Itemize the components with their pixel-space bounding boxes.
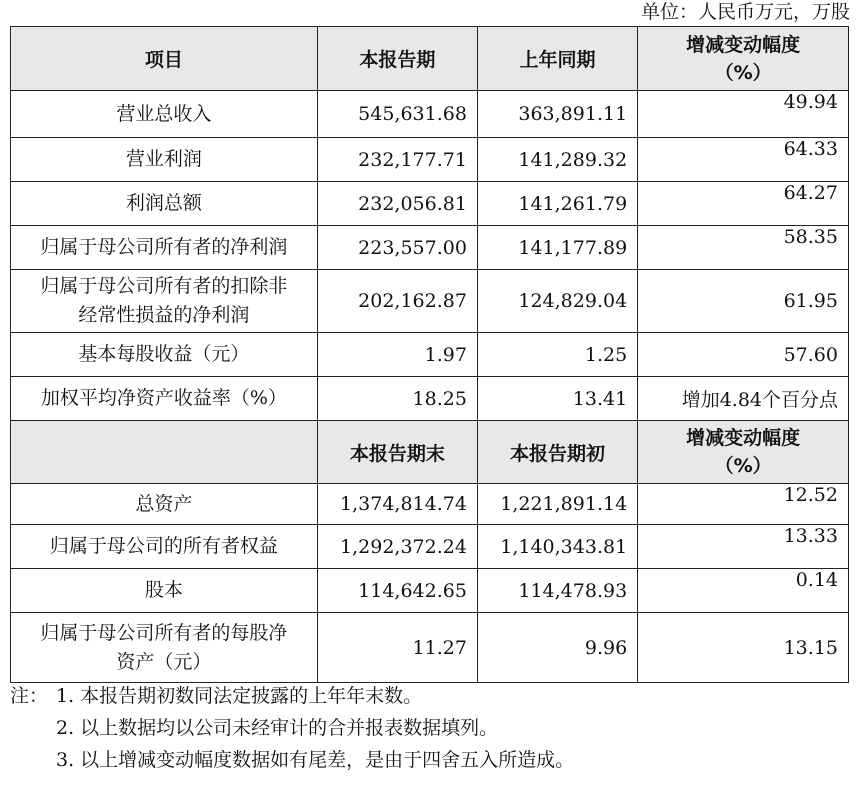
row-current: 232,056.81 bbox=[317, 182, 477, 226]
row-change: 13.33 bbox=[638, 525, 849, 569]
row-prior: 141,177.89 bbox=[477, 226, 637, 270]
header-change-line1: 增减变动幅度 bbox=[686, 427, 801, 449]
header-current-period: 本报告期 bbox=[317, 27, 477, 91]
row-item: 营业利润 bbox=[11, 138, 318, 182]
row-item-line2: 资产（元） bbox=[116, 650, 212, 673]
row-end: 1,292,372.24 bbox=[317, 525, 477, 569]
note-2 bbox=[10, 712, 574, 744]
row-item: 基本每股收益（元） bbox=[11, 333, 318, 377]
row-end: 114,642.65 bbox=[317, 569, 477, 613]
header-prior-period: 上年同期 bbox=[477, 27, 637, 91]
row-change: 58.35 bbox=[638, 226, 849, 270]
header-item-blank bbox=[11, 421, 318, 484]
table-row bbox=[11, 484, 849, 525]
header-change-line1: 增减变动幅度 bbox=[686, 33, 801, 56]
row-begin: 9.96 bbox=[477, 613, 637, 683]
header-row-1 bbox=[11, 27, 849, 91]
row-item: 归属于母公司所有者的净利润 bbox=[11, 226, 318, 270]
row-prior: 13.41 bbox=[477, 377, 637, 421]
row-change: 12.52 bbox=[638, 484, 849, 525]
header-period-begin: 本报告期初 bbox=[477, 421, 637, 484]
row-change: 增加4.84个百分点 bbox=[638, 377, 849, 421]
table-row bbox=[11, 333, 849, 377]
row-end: 1,374,814.74 bbox=[317, 484, 477, 525]
table-row bbox=[11, 525, 849, 569]
row-begin: 1,221,891.14 bbox=[477, 484, 637, 525]
table-row bbox=[11, 138, 849, 182]
row-change: 49.94 bbox=[638, 91, 849, 138]
table-row bbox=[11, 569, 849, 613]
row-begin: 1,140,343.81 bbox=[477, 525, 637, 569]
row-begin: 114,478.93 bbox=[477, 569, 637, 613]
row-item: 加权平均净资产收益率（%） bbox=[11, 377, 318, 421]
row-prior: 141,261.79 bbox=[477, 182, 637, 226]
row-current: 202,162.87 bbox=[317, 270, 477, 333]
row-current: 232,177.71 bbox=[317, 138, 477, 182]
row-change: 0.14 bbox=[638, 569, 849, 613]
table-row bbox=[11, 613, 849, 683]
header-row-2 bbox=[11, 421, 849, 484]
row-current: 545,631.68 bbox=[317, 91, 477, 138]
row-item: 营业总收入 bbox=[11, 91, 318, 138]
row-prior: 1.25 bbox=[477, 333, 637, 377]
header-item: 项目 bbox=[11, 27, 318, 91]
row-prior: 124,829.04 bbox=[477, 270, 637, 333]
row-item: 总资产 bbox=[11, 484, 318, 525]
note-text: 3. 以上增减变动幅度数据如有尾差，是由于四舍五入所造成。 bbox=[56, 749, 575, 771]
note-text: 2. 以上数据均以公司未经审计的合并报表数据填列。 bbox=[56, 717, 499, 739]
header-change-line2: （%） bbox=[714, 455, 772, 477]
row-item: 利润总额 bbox=[11, 182, 318, 226]
note-label: 注： bbox=[10, 685, 49, 707]
footnotes bbox=[10, 680, 574, 776]
row-item bbox=[11, 613, 318, 683]
note-text: 1. 本报告期初数同法定披露的上年年末数。 bbox=[56, 685, 423, 707]
row-item bbox=[11, 270, 318, 333]
row-end: 11.27 bbox=[317, 613, 477, 683]
table-row bbox=[11, 377, 849, 421]
row-item: 归属于母公司的所有者权益 bbox=[11, 525, 318, 569]
row-item-line2: 经常性损益的净利润 bbox=[78, 304, 250, 326]
table-row bbox=[11, 270, 849, 333]
table-row bbox=[11, 182, 849, 226]
unit-label: 单位：人民币万元，万股 bbox=[640, 1, 850, 23]
row-change: 13.15 bbox=[638, 613, 849, 683]
row-item-line1: 归属于母公司所有者的每股净 bbox=[40, 621, 288, 644]
row-change: 64.33 bbox=[638, 138, 849, 182]
row-change: 64.27 bbox=[638, 182, 849, 226]
table-row bbox=[11, 226, 849, 270]
note-1 bbox=[10, 680, 574, 712]
row-item-line1: 归属于母公司所有者的扣除非 bbox=[40, 275, 288, 297]
row-prior: 141,289.32 bbox=[477, 138, 637, 182]
row-current: 223,557.00 bbox=[317, 226, 477, 270]
row-prior: 363,891.11 bbox=[477, 91, 637, 138]
header-change-2 bbox=[638, 421, 849, 484]
note-3 bbox=[10, 744, 574, 776]
header-change bbox=[638, 27, 849, 91]
header-period-end: 本报告期末 bbox=[317, 421, 477, 484]
table-row bbox=[11, 91, 849, 138]
row-current: 1.97 bbox=[317, 333, 477, 377]
row-change: 57.60 bbox=[638, 333, 849, 377]
row-item: 股本 bbox=[11, 569, 318, 613]
header-change-line2: （%） bbox=[714, 61, 772, 84]
financial-table bbox=[10, 26, 849, 683]
row-change: 61.95 bbox=[638, 270, 849, 333]
row-current: 18.25 bbox=[317, 377, 477, 421]
